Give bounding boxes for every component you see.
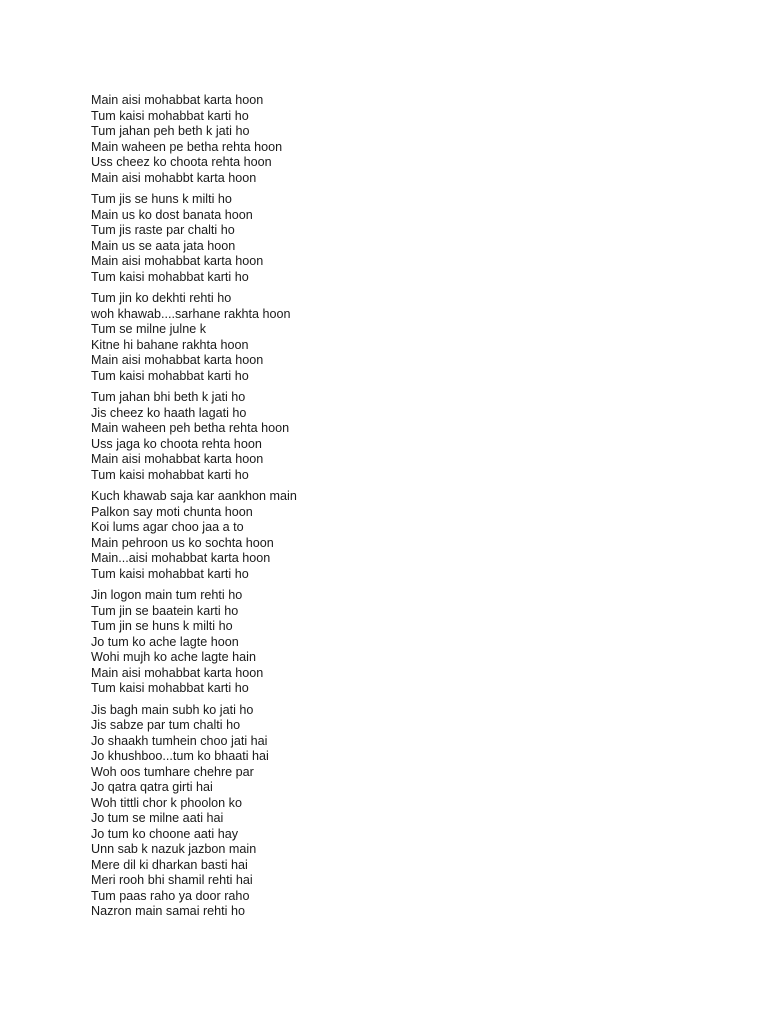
stanza-3 (91, 291, 691, 384)
poem-line: Tum jis se huns k milti ho (91, 192, 232, 206)
poem-line: Uss cheez ko choota rehta hoon (91, 155, 272, 169)
stanza-1 (91, 93, 691, 186)
poem-line: Mere dil ki dharkan basti hai (91, 857, 248, 872)
poem-line: Main aisi mohabbat karta hoon (91, 254, 264, 268)
poem-line: Tum jin se huns k milti ho (91, 619, 233, 633)
poem-line: Main...aisi mohabbat karta hoon (91, 551, 271, 565)
poem-line: Tum jis raste par chalti ho (91, 223, 235, 237)
poem-line: Uss jaga ko choota rehta hoon (91, 436, 262, 451)
poem-line: Jin logon main tum rehti ho (91, 588, 243, 602)
poem-line: Meri rooh bhi shamil rehti hai (91, 873, 253, 887)
poem-line: Palkon say moti chunta hoon (91, 504, 253, 519)
poem-line: Jo tum se milne aati hai (91, 811, 224, 825)
poem-line: Wohi mujh ko ache lagte hain (91, 650, 256, 664)
poem-line: Woh oos tumhare chehre par (91, 764, 254, 779)
poem-line: Tum kaisi mohabbat karti ho (91, 467, 249, 482)
poem-line: Main aisi mohabbt karta hoon (91, 170, 257, 185)
poem-line: Tum kaisi mohabbat karti ho (91, 681, 249, 695)
poem-line: Koi lums agar choo jaa a to (91, 520, 244, 534)
poem-line: Main aisi mohabbat karta hoon (91, 93, 264, 107)
poem-line: Tum se milne julne k (91, 322, 207, 336)
stanza-5 (91, 489, 691, 582)
poem-line: Jo tum ko ache lagte hoon (91, 634, 239, 649)
poem-line: Woh tittli chor k phoolon ko (91, 795, 242, 810)
poem-line: Unn sab k nazuk jazbon main (91, 842, 257, 856)
poem-line: Main aisi mohabbat karta hoon (91, 665, 264, 680)
poem-line: Main us ko dost banata hoon (91, 207, 253, 222)
stanza-7 (91, 703, 691, 920)
poem-line: Jis bagh main subh ko jati ho (91, 702, 254, 717)
stanza-4 (91, 390, 691, 483)
stanza-2 (91, 192, 691, 285)
poem-line: Main waheen peh betha rehta hoon (91, 421, 290, 435)
poem-line: Tum jahan peh beth k jati ho (91, 124, 250, 138)
poem-line: woh khawab....sarhane rakhta hoon (91, 306, 291, 321)
poem-line: Kuch khawab saja kar aankhon main (91, 489, 297, 503)
poem-line: Tum kaisi mohabbat karti ho (91, 108, 249, 123)
poem-line: Jo shaakh tumhein choo jati hai (91, 733, 268, 748)
poem-line: Main aisi mohabbat karta hoon (91, 452, 264, 466)
poem-line: Jo qatra qatra girti hai (91, 780, 213, 794)
poem-line: Main us se aata jata hoon (91, 238, 236, 253)
poem-line: Jo khushboo...tum ko bhaati hai (91, 749, 269, 763)
stanza-6 (91, 588, 691, 697)
poem-line: Nazron main samai rehti ho (91, 904, 245, 918)
poem-line: Tum kaisi mohabbat karti ho (91, 368, 249, 383)
poem-line: Tum kaisi mohabbat karti ho (91, 269, 249, 284)
poem-body (91, 93, 691, 920)
poem-line: Tum jahan bhi beth k jati ho (91, 390, 246, 404)
poem-line: Jis cheez ko haath lagati ho (91, 405, 247, 420)
poem-line: Jo tum ko choone aati hay (91, 826, 239, 841)
poem-line: Main pehroon us ko sochta hoon (91, 535, 274, 550)
poem-line: Tum paas raho ya door raho (91, 888, 250, 903)
poem-line: Tum jin se baatein karti ho (91, 603, 239, 618)
poem-line: Tum kaisi mohabbat karti ho (91, 566, 249, 581)
poem-line: Jis sabze par tum chalti ho (91, 718, 241, 732)
poem-line: Main aisi mohabbat karta hoon (91, 353, 264, 367)
poem-line: Kitne hi bahane rakhta hoon (91, 337, 249, 352)
poem-line: Tum jin ko dekhti rehti ho (91, 291, 232, 305)
poem-line: Main waheen pe betha rehta hoon (91, 139, 283, 154)
